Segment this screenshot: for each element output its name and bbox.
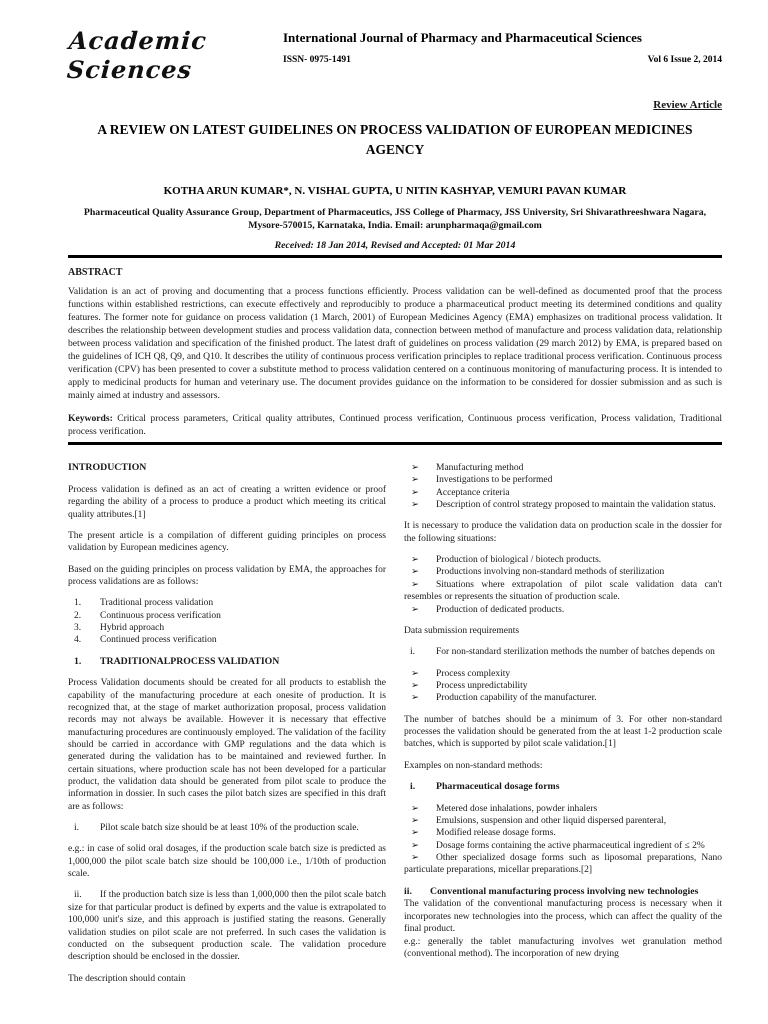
- paragraph: e.g.: in case of solid oral dosages, if the production scale batch size is predicted as 1,000,000 the pilot scale batch size should be 100,000 i.e., 1/10th of production scale.: [68, 844, 386, 880]
- arrow-bullet-icon: ➢: [411, 475, 419, 486]
- list-item: 4. Continued process verification: [68, 634, 386, 646]
- paragraph: The number of batches should be a minimum of 3. For other non-standard processes the validation should be generated from the at least 1-2 production scale batches, which is supported by pilot scale validation.[1]: [404, 714, 722, 750]
- article-title: A REVIEW ON LATEST GUIDELINES ON PROCESS VALIDATION OF EUROPEAN MEDICINES AGENCY: [97, 122, 693, 157]
- paragraph: Examples on non-standard methods:: [404, 760, 543, 771]
- divider-abstract: [68, 442, 722, 445]
- paragraph: Based on the guiding principles on process validation by EMA, the approaches for process validations are as follows:: [68, 564, 386, 587]
- journal-header: [65, 26, 722, 84]
- bullet-item: ➢ Dosage forms containing the active pharmaceutical ingredient of ≤ 2%: [404, 840, 722, 852]
- list-number: 1.: [74, 598, 82, 609]
- list-item: 3. Hybrid approach: [68, 622, 386, 634]
- right-column: [404, 462, 722, 994]
- issn-row: [283, 55, 722, 65]
- bullet-item: ➢ Acceptance criteria: [404, 487, 722, 499]
- section-1-heading: 1. TRADITIONALPROCESS VALIDATION: [68, 656, 386, 669]
- journal-header-right: [283, 26, 722, 65]
- abstract-text: Validation is an act of proving and documenting that a process functions efficiently. Process validation can be well-defined as documented proof that the process functions within established restrictions, can execute effectively and reproducibly to produce a pharmaceutical product meeting its determined conditions and quality features. The former note for guidance on process validation (1 March, 2001) of European Medicines Agency (EMA) emphasizes on traditional process validation. It describes the relationship between development studies and process validation data, connection between method of manufacture and process validation data, relationship between process validation and specification of the finished product. The latest draft of guidelines on process validation (29 march 2012) by EMA, is prepared based on the guidelines of ICH Q8, Q9, and Q10. It describes the utility of continuous process verification principles to replace traditional process verification. Continuous process verification (CPV) has been presented to cover a substitute method to process validation centered on a continuous monitoring of manufacturing process. It is intended to apply to medicinal products for human and veterinary use. The document provides guidance on the information to be considered for dossier submission and as such is mainly aimed at industry and assessors.: [68, 285, 722, 401]
- paragraph: e.g.: generally the tablet manufacturing involves wet granulation method (conventional method). The incorporation of new drying: [404, 936, 722, 959]
- list-number: 4.: [74, 635, 82, 646]
- roman-item: i. Pilot scale batch size should be at least 10% of the production scale.: [68, 822, 386, 834]
- bullet-item: ➢ Process complexity: [404, 668, 722, 680]
- paragraph: It is necessary to produce the validation data on production scale in the dossier for the following situations:: [404, 521, 722, 544]
- keywords-text: Critical process parameters, Critical quality attributes, Continued process verification, Continuous process verification, Process validation, Traditional process verification.: [68, 412, 722, 438]
- arrow-bullet-icon: ➢: [411, 803, 419, 814]
- item-label: i.: [74, 823, 80, 834]
- dosage-forms-bullets: [404, 803, 722, 877]
- arrow-bullet-icon: ➢: [411, 604, 419, 615]
- paragraph: Data submission requirements: [404, 625, 520, 636]
- affiliation-line: Pharmaceutical Quality Assurance Group, Department of Pharmaceutics, JSS College of Pharmacy, JSS University, Sri Shivarathreeshwara Nagara, Mysore-570015, Karnataka, India. Email: arunpharmaqa@gmail.com: [83, 207, 707, 232]
- bullet-item: ➢ Productions involving non-standard methods of sterilization: [404, 566, 722, 578]
- journal-title: International Journal of Pharmacy and Pharmaceutical Sciences: [283, 30, 642, 45]
- arrow-bullet-icon: ➢: [411, 693, 419, 704]
- bullet-item: ➢ Modified release dosage forms.: [404, 827, 722, 839]
- arrow-bullet-icon: ➢: [411, 500, 419, 511]
- bullet-item: ➢ Process unpredictability: [404, 680, 722, 692]
- section-number: 1.: [74, 655, 82, 667]
- arrow-bullet-icon: ➢: [411, 816, 419, 827]
- new-technologies-heading: ii. Conventional manufacturing process involving new technologies: [404, 885, 699, 897]
- item-label: ii.: [404, 885, 412, 897]
- list-item: 1. Traditional process validation: [68, 597, 386, 609]
- roman-item: i. For non-standard sterilization methods the number of batches depends on: [404, 646, 722, 658]
- arrow-bullet-icon: ➢: [411, 680, 419, 691]
- item-label: i.: [410, 647, 416, 658]
- publisher-logo: Academic Sciences: [65, 26, 208, 84]
- batch-factors-bullets: [404, 668, 722, 705]
- article-type-label: Review Article: [653, 99, 722, 111]
- paragraph: The validation of the conventional manufacturing process is necessary when it incorporates new technologies into the process, which can affect the quality of the final product.: [404, 899, 722, 935]
- list-item: 2. Continuous process verification: [68, 610, 386, 622]
- bullet-item: ➢ Other specialized dosage forms such as liposomal preparations, Nano particulate preparations, micellar preparations.[2]: [404, 853, 722, 876]
- arrow-bullet-icon: ➢: [411, 463, 419, 474]
- bullet-item: ➢ Metered dose inhalations, powder inhalers: [404, 803, 722, 815]
- introduction-heading: INTRODUCTION: [68, 462, 147, 474]
- bullet-item: ➢ Description of control strategy proposed to maintain the validation status.: [404, 499, 722, 511]
- arrow-bullet-icon: ➢: [411, 487, 419, 498]
- bullet-item: ➢ Emulsions, suspension and other liquid dispersed parenteral,: [404, 815, 722, 827]
- authors-line: KOTHA ARUN KUMAR*, N. VISHAL GUPTA, U NITIN KASHYAP, VEMURI PAVAN KUMAR: [163, 185, 627, 198]
- approaches-list: [68, 597, 386, 646]
- arrow-bullet-icon: ➢: [411, 668, 419, 679]
- keywords-line: [68, 412, 722, 438]
- item-label: i.: [410, 780, 416, 792]
- bullet-item: ➢ Production of biological / biotech products.: [404, 554, 722, 566]
- description-bullets: [404, 462, 722, 511]
- list-number: 2.: [74, 610, 82, 621]
- left-column: [68, 462, 386, 994]
- abstract-heading: ABSTRACT: [68, 266, 123, 278]
- bullet-item: ➢ Production capability of the manufacturer.: [404, 692, 722, 704]
- bullet-item: ➢ Situations where extrapolation of pilot scale validation data can't resembles or represents the situation of production scale.: [404, 579, 722, 603]
- paragraph: Process Validation documents should be created for all products to establish the capability of the manufacturing procedure at each onesite of production. It is recognized that, at the stage of market authorization proposal, process validation records may not always be available. However it is necessary that effective manufacturing procedures are continuously employed. The validation of the facility should be carried in accordance with GMP regulations and the data which is generated during the validation has to be maintained and reviewed further. In certain situations, where production scale has not been developed for a particular product, the validation data should be generated from pilot scale to produce the information in dossier. In such cases the pilot batch sizes are specified in this draft are as follows:: [68, 678, 386, 812]
- bullet-item: ➢ Investigations to be performed: [404, 474, 722, 486]
- bullet-item: ➢ Manufacturing method: [404, 462, 722, 474]
- keywords-label: Keywords:: [68, 412, 113, 424]
- roman-item: ii. If the production batch size is less than 1,000,000 then the pilot scale batch size for that particular product is defined by experts and the value is extrapolated to 100,000 unit's size, and this approach is justified stating the reasons. Generally validation studies on pilot scale are not preferred. In such cases the validation is conducted on the subsequent production scale. The validation procedure description should be enclosed in the dossier.: [68, 890, 386, 963]
- divider-top: [68, 255, 722, 258]
- arrow-bullet-icon: ➢: [411, 579, 419, 590]
- body-columns: [68, 462, 722, 994]
- paragraph: The present article is a compilation of different guiding principles on process validation by European medicines agency.: [68, 530, 386, 554]
- list-number: 3.: [74, 622, 82, 633]
- arrow-bullet-icon: ➢: [411, 555, 419, 566]
- bullet-item: ➢ Production of dedicated products.: [404, 604, 722, 616]
- arrow-bullet-icon: ➢: [411, 567, 419, 578]
- paragraph: Process validation is defined as an act of creating a written evidence or proof regarding the ability of a process to produce a product which meeting its critical quality attributes.[1]: [68, 484, 386, 520]
- dosage-forms-heading: i. Pharmaceutical dosage forms: [404, 781, 722, 794]
- paragraph: The description should contain: [68, 973, 186, 984]
- arrow-bullet-icon: ➢: [411, 840, 419, 851]
- issn-number: ISSN- 0975-1491: [283, 55, 351, 65]
- arrow-bullet-icon: ➢: [411, 828, 419, 839]
- volume-issue: Vol 6 Issue 2, 2014: [647, 55, 722, 65]
- situations-bullets: [404, 554, 722, 616]
- arrow-bullet-icon: ➢: [411, 853, 419, 864]
- item-label: ii.: [74, 890, 82, 901]
- received-dates: Received: 18 Jan 2014, Revised and Accepted: 01 Mar 2014: [274, 239, 516, 251]
